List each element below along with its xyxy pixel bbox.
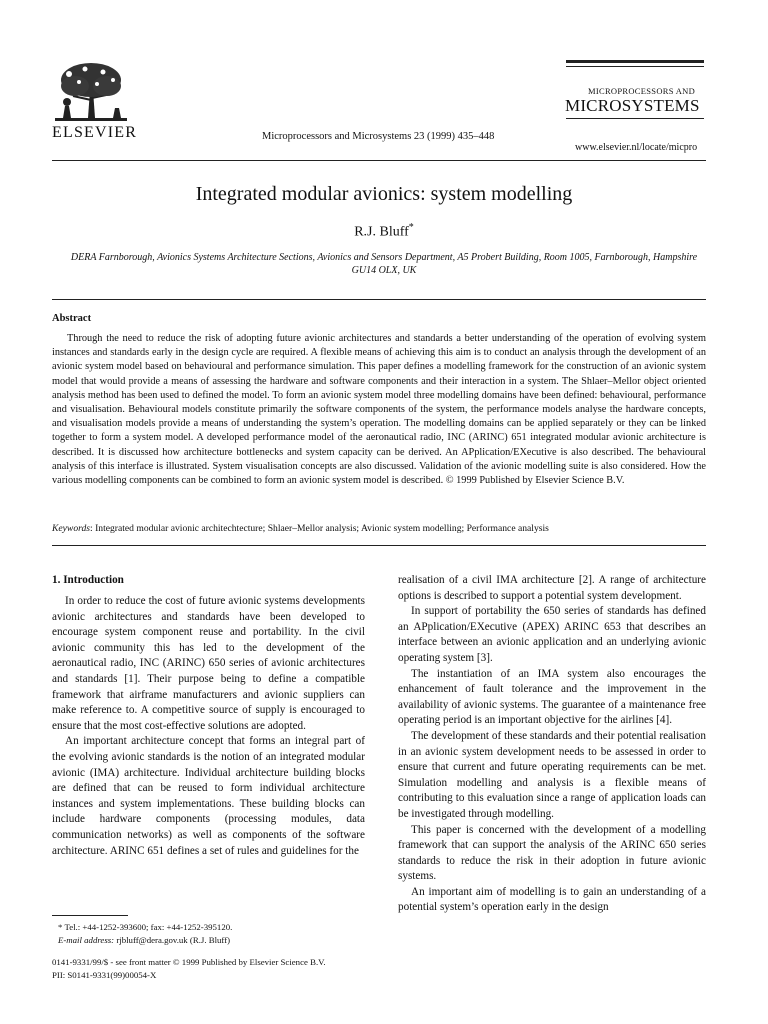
body-paragraph: An important aim of modelling is to gain an understanding of a potential system’s operation early in the design <box>398 885 706 914</box>
footnote-divider <box>52 915 128 916</box>
journal-logo-big-text: MICROSYSTEMS <box>565 96 700 115</box>
body-paragraph: In order to reduce the cost of future avionic systems developments avionic architectures and standards have been developed to encourage system component reuse and portability. In the civil avionic community this has led to the development of the aeronautical radio, INC (ARINC) 650 series of avionic architectures and standards [1]. Their purpose being to define a compatible framework that airframe manufacturers and avionic suppliers can make reference to. A competitive source of supply is encouraged to ensure that the most cost-effective solutions are adopted. <box>52 595 365 732</box>
journal-website-link[interactable]: www.elsevier.nl/locate/micpro <box>575 142 698 153</box>
footnote-email[interactable]: rjbluff@dera.gov.uk (R.J. Bluff) <box>114 935 231 945</box>
elsevier-tree-logo-icon <box>55 60 127 124</box>
abstract-heading: Abstract <box>52 313 92 324</box>
right-column <box>398 573 706 916</box>
footnote-email-line <box>58 934 368 947</box>
author-footnote <box>58 921 368 947</box>
keywords-label: Keywords <box>52 523 91 534</box>
author-footnote-mark: * <box>408 222 414 233</box>
abstract-top-divider <box>52 299 706 300</box>
publisher-name: ELSEVIER <box>52 124 138 141</box>
body-paragraph: realisation of a civil IMA architecture [2]. A range of architecture options is described to support a potential system development. <box>398 574 706 602</box>
author-name: R.J. Bluff <box>354 224 409 240</box>
author-affiliation: DERA Farnborough, Avionics Systems Architecture Sections, Avionics and Sensors Department, A5 Probert Building, Room 1005, Farnborough, Hampshire GU14 OLX, UK <box>70 252 698 276</box>
body-paragraph: In support of portability the 650 series of standards has defined an APplication/EXecutive (APEX) ARINC 653 that describes an interface between an avionic application and an underlying avionic operating system [3]. <box>398 605 706 664</box>
journal-citation: Microprocessors and Microsystems 23 (1999) 435–448 <box>262 131 495 142</box>
copyright-block <box>52 956 452 982</box>
body-paragraph: This paper is concerned with the development of a modelling framework that can support the analysis of the ARINC 650 series standards to reduce the risk in their adoption in future avionic systems. <box>398 823 706 883</box>
pii-line: PII: S0141-9331(99)00054-X <box>52 970 157 980</box>
footnote-contact: * Tel.: +44-1252-393600; fax: +44-1252-395120. <box>58 922 233 932</box>
journal-logo-rule-bottom <box>566 118 704 119</box>
footnote-email-label: E-mail address: <box>58 935 115 945</box>
body-paragraph: The instantiation of an IMA system also encourages the enhancement of fault tolerance and the improvement in the availability of avionic systems. The guarantee of a maintenance free operating period is an important objective for the airlines [4]. <box>398 667 706 727</box>
author-line <box>0 222 768 241</box>
body-paragraph: The development of these standards and their potential realisation in an avionic system development needs to be assessed in order to ensure that current and future operating requirements can be met. Simulation modelling and analysis is a flexible means of contributing to this evaluation since a range of application loads can be investigated through modelling. <box>398 729 706 820</box>
abstract-body: Through the need to reduce the risk of adopting future avionic architectures and standards a better understanding of the operation of evolving system instances and standards early in the design cycle are required. A flexible means of achieving this aim is to conduct an analysis through the development of an avionic system model based on behavioural and performance simulation. This paper defines a modelling framework for the construction of an avionic system model that would provide a means of assessing the hardware and software components and their interaction in a system. The Shlaer–Mellor object oriented analysis method has been used to defined the model. To form an avionic system model three modelling domains have been defined: behavioural, performance and visualisation. Behavioural models constitute primarily the software components of the system, the performance models analyse the hardware concepts, and visualisation models provide a means of understanding the system’s operation. The modelling domains can be applied separately or they can be linked together to form a system model. A developed performance model of the aeronautical radio, INC (ARINC) 651 integrated modular avionic architecture is described. It is discussed how architecture bottlenecks and system capacity can be derived. An APplication/EXecutive is also described. The behavioural analysis of this interface is illustrated. System visualisation concepts are also discussed. Validation of the avionic modelling suite is also considered. How the various modelling components can be combined to form an avionic system model is described. © 1999 Published by Elsevier Science B.V. <box>52 333 706 487</box>
section-heading-introduction: 1. Introduction <box>52 574 124 586</box>
keywords-line <box>52 523 706 534</box>
keywords-list: : Integrated modular avionic architechtecture; Shlaer–Mellor analysis; Avionic system modelling; Performance analysis <box>90 523 549 534</box>
abstract-bottom-divider <box>52 545 706 546</box>
header-divider <box>52 160 706 161</box>
journal-logo-rule-thin <box>566 66 704 67</box>
copyright-line: 0141-9331/99/$ - see front matter © 1999 Published by Elsevier Science B.V. <box>52 957 326 967</box>
journal-logo-small-text: MICROPROCESSORS AND <box>588 86 696 96</box>
paper-title: Integrated modular avionics: system modelling <box>195 183 573 205</box>
journal-logo-rule-top <box>566 60 704 63</box>
left-column <box>52 594 365 859</box>
body-paragraph: An important architecture concept that forms an integral part of the evolving avionic standards is the notion of an integrated modular avionic (IMA) architecture. Individual architecture building blocks are defined that can be reused to form individual architecture instances and system implementations. These building blocks can include hardware components (processing modules, data communication networks) as well as components of the software architecture. ARINC 651 defines a set of rules and guidelines for the <box>52 735 365 857</box>
